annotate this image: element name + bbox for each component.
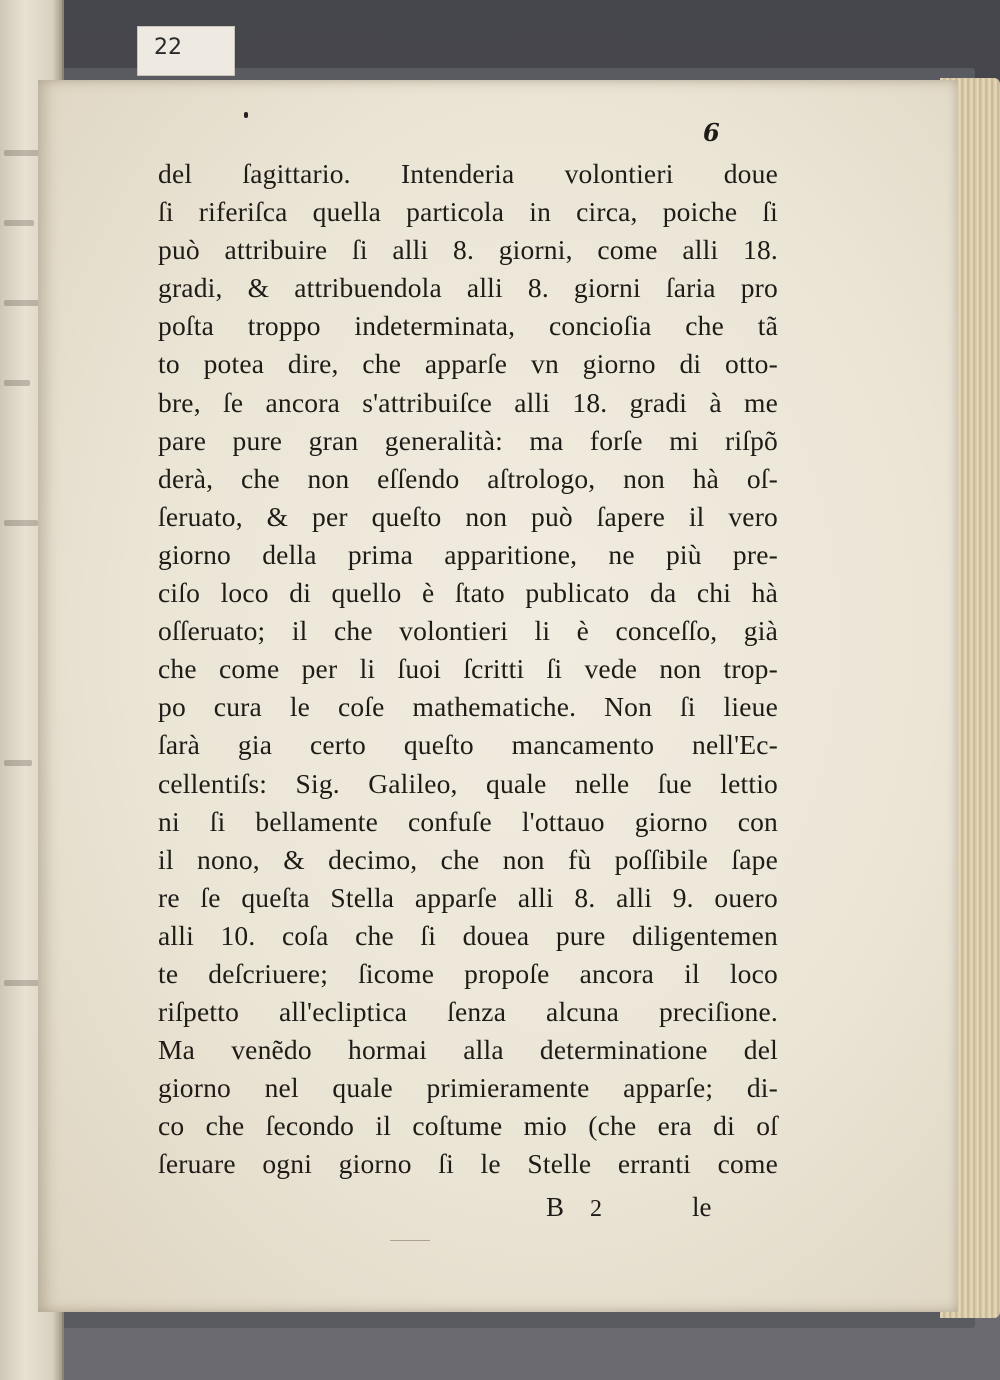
- text-line: po cura le coſe mathematiche. Non ſi lieue: [158, 691, 778, 723]
- text-line: ſeruato, & per queſto non può ſapere il vero: [158, 500, 778, 532]
- signature-mark: [546, 1192, 606, 1223]
- facing-text-trace: [4, 760, 32, 766]
- text-line: può attribuire ſi alli 8. giorni, come alli 18.: [158, 234, 778, 266]
- text-line: giorno della prima apparitione, ne più pre-: [158, 538, 778, 570]
- text-line: ciſo loco di quello è ſtato publicato da chi hà: [158, 577, 778, 609]
- shelfmark-text: 22: [154, 35, 182, 60]
- text-line: il nono, & decimo, che non fù poſſibile ſape: [158, 843, 778, 875]
- text-line: ſeruare ogni giorno ſi le Stelle erranti come: [158, 1148, 778, 1180]
- facing-text-trace: [4, 980, 42, 986]
- page-number: 6: [703, 118, 720, 147]
- text-line: to potea dire, che apparſe vn giorno di otto-: [158, 348, 778, 380]
- catchword: le: [692, 1192, 712, 1222]
- facing-text-trace: [4, 520, 38, 526]
- text-line: ſarà gia certo queſto mancamento nell'Ec-: [158, 729, 778, 761]
- text-line: ni ſi bellamente confuſe l'ottauo giorno con: [158, 805, 778, 837]
- text-line: derà, che non eſſendo aſtrologo, non hà oſ-: [158, 462, 778, 494]
- text-line: alli 10. coſa che ſi douea pure diligentemen: [158, 919, 778, 951]
- faint-rule: [390, 1240, 430, 1241]
- facing-text-trace: [4, 220, 34, 226]
- shelfmark-label: [137, 26, 235, 76]
- text-line: poſta troppo indeterminata, concioſia che tã: [158, 310, 778, 342]
- signature-number: 2: [590, 1196, 607, 1222]
- text-line: ſi riferiſca quella particola in circa, poiche ſi: [158, 196, 778, 228]
- text-line: riſpetto all'ecliptica ſenza alcuna preciſione.: [158, 996, 778, 1028]
- text-line: co che ſecondo il coſtume mio (che era di oſ: [158, 1110, 778, 1142]
- page-footer: [0, 1192, 1000, 1232]
- text-line: bre, ſe ancora s'attribuiſce alli 18. gradi à me: [158, 386, 778, 418]
- text-line: che come per li ſuoi ſcritti ſi vede non trop-: [158, 653, 778, 685]
- signature-letter: B: [546, 1192, 569, 1222]
- facing-text-trace: [4, 300, 40, 306]
- text-line: del ſagittario. Intenderia volontieri doue: [158, 158, 778, 189]
- text-line: re ſe queſta Stella apparſe alli 8. alli 9. ouero: [158, 881, 778, 913]
- text-line: gradi, & attribuendola alli 8. giorni ſaria pro: [158, 272, 778, 304]
- text-line: pare pure gran generalità: ma forſe mi riſpõ: [158, 424, 778, 456]
- facing-text-trace: [4, 380, 30, 386]
- body-text: [158, 155, 778, 1184]
- text-line: te deſcriuere; ſicome propoſe ancora il loco: [158, 957, 778, 989]
- text-line: Ma venẽdo hormai alla determinatione del: [158, 1034, 778, 1066]
- text-line: giorno nel quale primieramente apparſe; di-: [158, 1072, 778, 1104]
- text-line: oſſeruato; il che volontieri li è conceſſo, già: [158, 615, 778, 647]
- ink-dot: [244, 112, 248, 118]
- text-line: cellentiſs: Sig. Galileo, quale nelle ſue lettio: [158, 767, 778, 799]
